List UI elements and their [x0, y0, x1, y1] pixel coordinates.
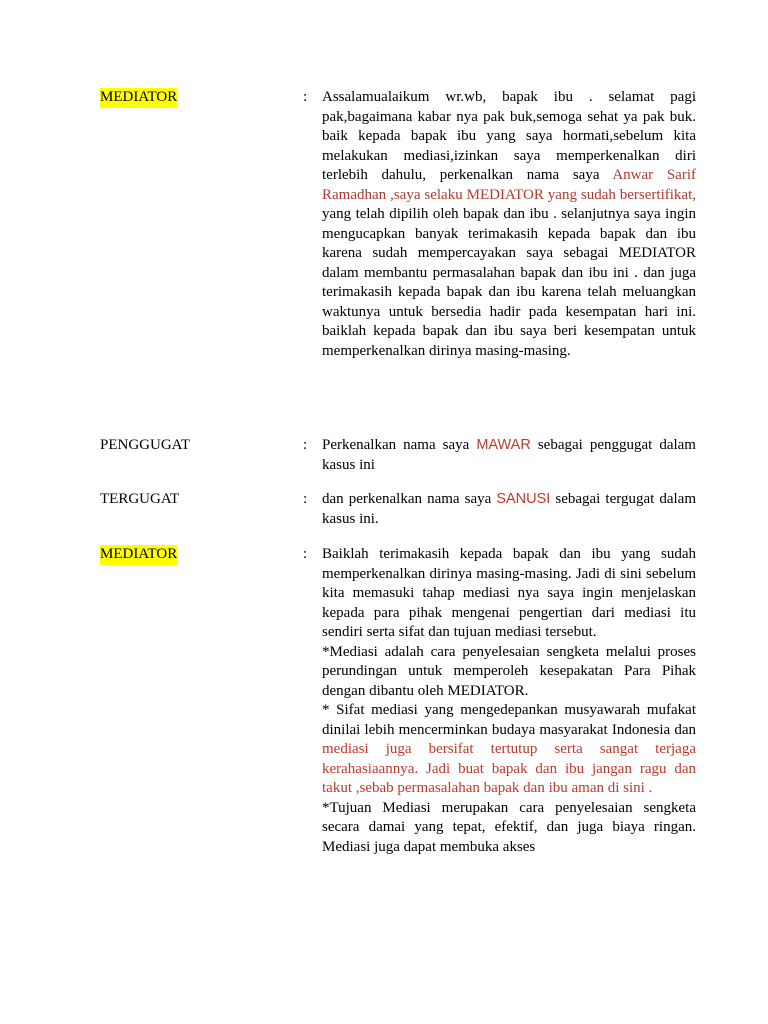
- colon-separator: :: [303, 546, 308, 562]
- paragraph: *Mediasi adalah cara penyelesaian sengketa melalui proses perundingan untuk memperoleh kesepakatan Para Pihak dengan dibantu oleh MEDIATOR.: [322, 643, 696, 699]
- colon-separator: :: [303, 437, 308, 453]
- dialogue-text: [322, 490, 696, 529]
- party-name: SANUSI: [496, 491, 551, 507]
- highlighted-text: Anwar Sarif Ramadhan ,saya selaku MEDIATOR yang sudah bersertifikat,: [322, 167, 696, 203]
- party-name: MAWAR: [476, 437, 531, 453]
- text-run: sebagai tergugat dalam kasus ini.: [322, 491, 696, 527]
- highlighted-text: mediasi juga bersifat tertutup serta sangat terjaga kerahasiaannya. Jadi buat bapak dan ibu jangan ragu dan takut ,sebab permasalahan bapak dan ibu aman di sini .: [322, 741, 696, 796]
- text-run: dan perkenalkan nama saya: [322, 491, 497, 507]
- paragraph: [322, 88, 696, 361]
- colon-separator: :: [303, 89, 308, 105]
- paragraph: [322, 436, 696, 475]
- dialogue-text: [322, 436, 696, 475]
- colon-separator: :: [303, 491, 308, 507]
- text-run: Assalamualaikum wr.wb, bapak ibu . selamat pagi pak,bagaimana kabar nya pak buk,semoga sehat ya pak buk. baik kepada bapak ibu yang saya hormati,sebelum kita melakukan mediasi,izinkan saya memperkenalkan diri terlebih dahulu, perkenalkan nama saya: [322, 89, 696, 183]
- paragraph: *Tujuan Mediasi merupakan cara penyelesaian sengketa secara damai yang tepat, efektif, dan juga biaya ringan. Mediasi juga dapat membuka akses: [322, 799, 696, 855]
- text-run: * Sifat mediasi yang mengedepankan musyawarah mufakat dinilai lebih mencerminkan budaya masyarakat Indonesia dan: [322, 702, 696, 738]
- speaker-label: MEDIATOR: [100, 88, 177, 108]
- text-run: Perkenalkan nama saya: [322, 437, 477, 453]
- dialogue-text: [322, 545, 696, 857]
- paragraph: Baiklah terimakasih kepada bapak dan ibu yang sudah memperkenalkan dirinya masing-masing. Jadi di sini sebelum kita memasuki tahap mediasi nya saya ingin menjelaskan kepada para pihak mengenai pengertian dari mediasi itu sendiri serta sifat dan tujuan mediasi tersebut.: [322, 546, 696, 640]
- speaker-label: TERGUGAT: [100, 491, 180, 507]
- paragraph: [322, 701, 696, 799]
- dialogue-text: [322, 88, 696, 361]
- paragraph: [322, 490, 696, 529]
- speaker-label: PENGGUGAT: [100, 437, 190, 453]
- text-run: sebagai penggugat dalam kasus ini: [322, 437, 696, 473]
- speaker-label: MEDIATOR: [100, 545, 177, 565]
- text-run: yang telah dipilih oleh bapak dan ibu . selanjutnya saya ingin mengucapkan banyak terimakasih kepada bapak dan ibu karena sudah mempercayakan saya sebagai MEDIATOR dalam membantu permasalahan bapak dan ibu ini . dan juga terimakasih kepada bapak dan ibu karena telah meluangkan waktunya untuk bersedia hadir pada kesempatan hari ini. baiklah kepada bapak dan ibu saya beri kesempatan untuk memperkenalkan dirinya masing-masing.: [322, 206, 696, 359]
